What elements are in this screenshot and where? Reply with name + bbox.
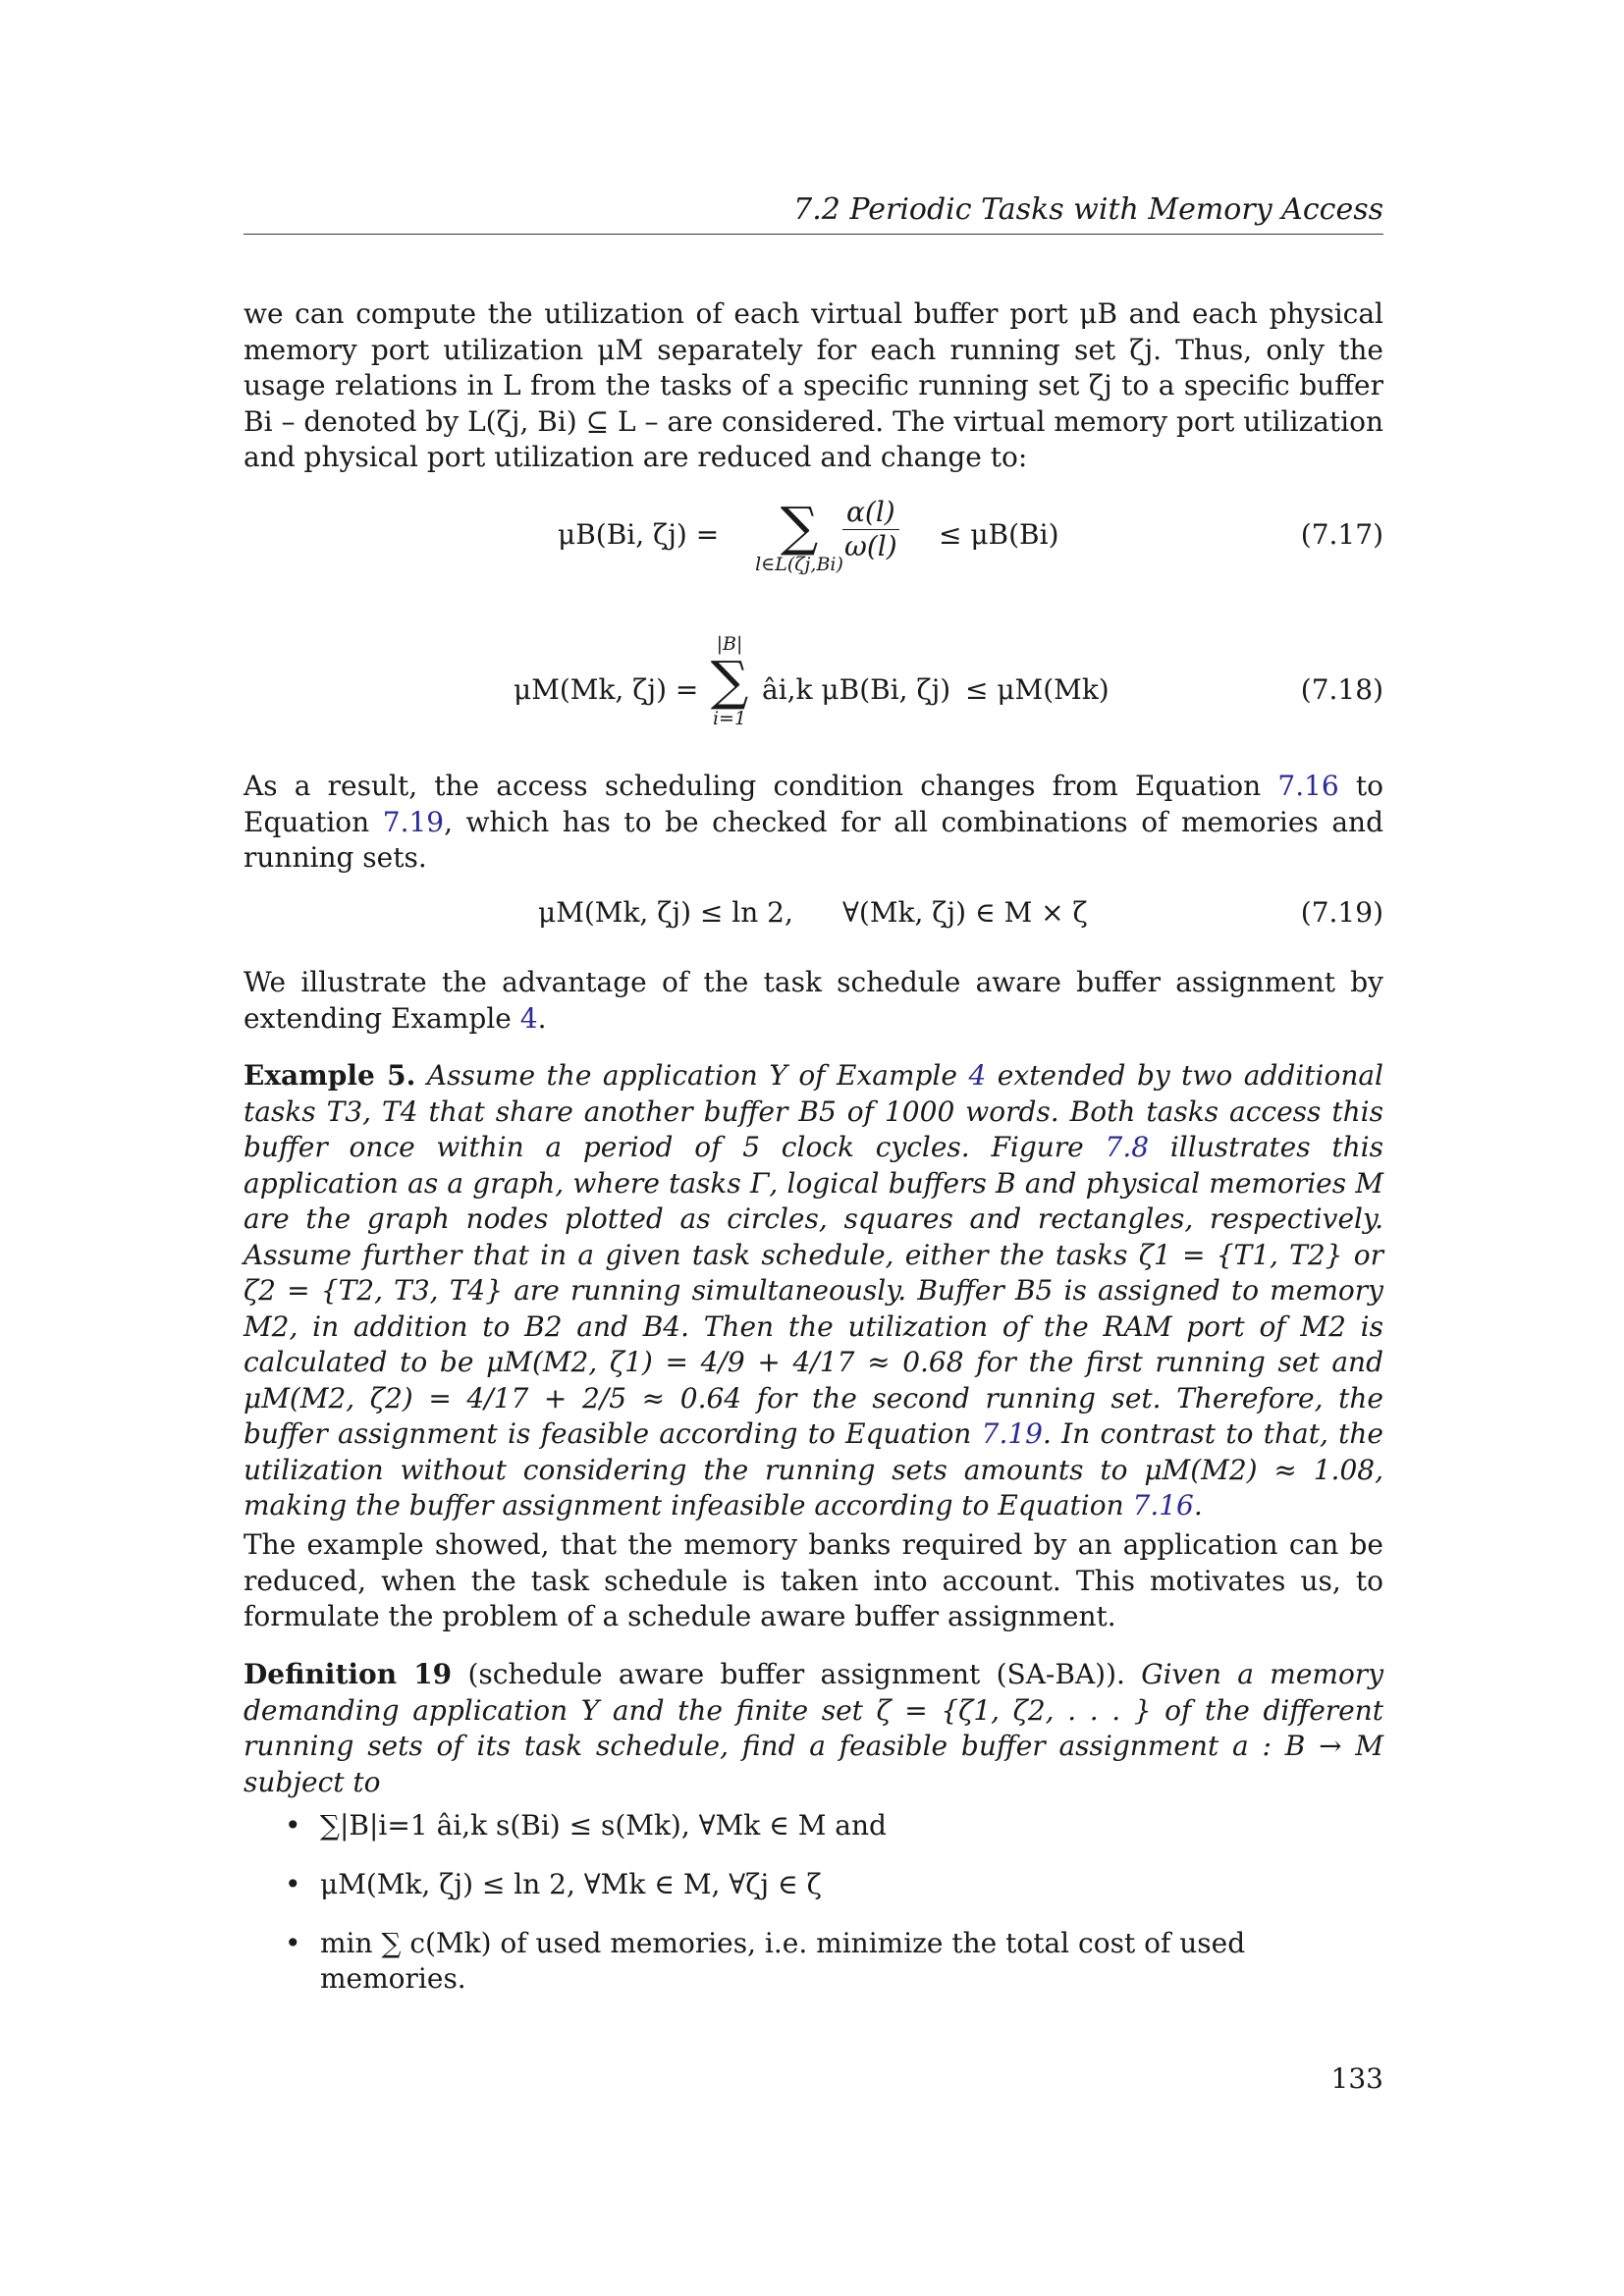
p3-text-a: We illustrate the advantage of the task schedule aware buffer assignment by extending Example xyxy=(244,966,1383,1035)
p2-text-a: As a result, the access scheduling condition changes from Equation xyxy=(244,770,1278,802)
eq719-rhs: ∀(Mk, ζj) ∈ M × ζ xyxy=(842,896,1088,929)
eq717-denominator: ω(l) xyxy=(844,530,897,562)
definition-19-block xyxy=(244,1657,1383,1800)
eq718-sum-over: |B| xyxy=(716,633,743,655)
link-eq-7-16-inline[interactable]: 7.16 xyxy=(1132,1489,1194,1522)
example-5-block xyxy=(244,1058,1383,1524)
definition-label: Definition 19 xyxy=(244,1658,453,1690)
p3-text-b: . xyxy=(537,1001,547,1035)
link-eq-7-19-inline[interactable]: 7.19 xyxy=(981,1417,1043,1450)
example-text-4: . In contrast to that, the utilization without considering the running sets amounts to μM(M2) ≈ 1.08, making the buffer assignment infeasible according to Equation xyxy=(244,1417,1383,1522)
eq717-rhs: ≤ μB(Bi) xyxy=(939,518,1059,551)
link-figure-7-8[interactable]: 7.8 xyxy=(1105,1131,1150,1163)
eq718-number: (7.18) xyxy=(1300,673,1383,706)
paragraph-example-showed: The example showed, that the memory banks required by an application can be reduced, when the task schedule is taken into account. This motivates us, to formulate the problem of a schedule aware buffer assignment. xyxy=(244,1528,1383,1632)
example-text-5: . xyxy=(1193,1489,1203,1522)
link-eq-7-16[interactable]: 7.16 xyxy=(1277,770,1339,802)
sigma-symbol: ∑ xyxy=(710,650,749,712)
paragraph-illustrate xyxy=(244,965,1383,1037)
definition-text: Given a memory demanding application Υ and the finite set ζ = {ζ1, ζ2, . . . } of the different running sets of its task schedule, find a feasible buffer assignment a : B → M subject to xyxy=(244,1658,1384,1798)
eq718-sum xyxy=(700,633,759,729)
definition-name: (schedule aware buffer assignment (SA-BA)). xyxy=(452,1658,1125,1690)
eq717-lhs: μB(Bi, ζj) = xyxy=(558,518,720,551)
link-example-4[interactable]: 4 xyxy=(519,1001,538,1035)
paragraph-utilization: we can compute the utilization of each virtual buffer port μB and each physical memory port utilization μM separately for each running set ζj. Thus, only the usage relations in L from the tasks of a specific running set ζj to a specific buffer Bi – denoted by L(ζj, Bi) ⊆ L – are considered. The virtual memory port utilization and physical port utilization are reduced and change to: xyxy=(244,297,1383,473)
running-head: 7.2 Periodic Tasks with Memory Access xyxy=(244,192,1383,235)
eq718-sum-under: i=1 xyxy=(712,708,747,729)
equation-7-19 xyxy=(244,895,1383,938)
link-eq-7-19[interactable]: 7.19 xyxy=(382,805,445,838)
example-text-3: illustrates this application as a graph, where tasks Γ, logical buffers B and physical memories M are the graph nodes plotted as circles, squares and rectangles, respectively. Assume further that in a given task schedule, either the tasks ζ1 = {T1, T2} or ζ2 = {T2, T3, T4} are running simultaneously. Buffer B5 is assigned to memory M2, in addition to B2 and B4. Then the utilization of the RAM port of M2 is calculated to be μM(M2, ζ1) = 4/9 + 4/17 ≈ 0.68 for the first running set and μM(M2, ζ2) = 4/17 + 2/5 ≈ 0.64 for the second running set. Therefore, the buffer assignment is feasible according to Equation xyxy=(244,1131,1383,1450)
eq717-numerator: α(l) xyxy=(842,496,899,530)
example-text-2: extended by two additional tasks T3, T4 that share another buffer B5 of 1000 words. Both tasks access this buffer once within a period of 5 clock cycles. Figure xyxy=(244,1059,1384,1163)
link-example-4-inline[interactable]: 4 xyxy=(968,1059,987,1092)
sigma-symbol: ∑ xyxy=(780,496,819,558)
paragraph-scheduling-condition xyxy=(244,769,1383,877)
eq717-number: (7.17) xyxy=(1300,518,1383,551)
p2-text-b: to Equation xyxy=(244,770,1383,838)
eq719-lhs: μM(Mk, ζj) ≤ ln 2, xyxy=(538,896,793,929)
equation-7-17 xyxy=(244,496,1383,614)
example-label: Example 5. xyxy=(244,1059,416,1092)
example-text-1: Assume the application Υ of Example xyxy=(415,1059,969,1092)
constraint-item: • μM(Mk, ζj) ≤ ln 2, ∀Mk ∈ M, ∀ζj ∈ ζ xyxy=(285,1867,1383,1926)
equation-7-18 xyxy=(244,633,1383,751)
p2-text-c: , which has to be checked for all combinations of memories and running sets. xyxy=(244,805,1383,874)
eq717-fraction xyxy=(842,496,899,563)
eq718-term: âi,k μB(Bi, ζj) xyxy=(762,673,951,706)
constraint-item: • min ∑ c(Mk) of used memories, i.e. minimize the total cost of used memories. xyxy=(285,1926,1383,1985)
eq717-sum-under: l∈L(ζj,Bi) xyxy=(755,554,843,575)
eq718-rhs: ≤ μM(Mk) xyxy=(965,673,1110,706)
eq718-lhs: μM(Mk, ζj) = xyxy=(514,673,699,706)
constraint-item: • ∑|B|i=1 âi,k s(Bi) ≤ s(Mk), ∀Mk ∈ M and xyxy=(285,1808,1383,1867)
eq719-number: (7.19) xyxy=(1300,896,1383,929)
page-number: 133 xyxy=(1330,2062,1383,2095)
constraint-list xyxy=(285,1808,1383,1995)
